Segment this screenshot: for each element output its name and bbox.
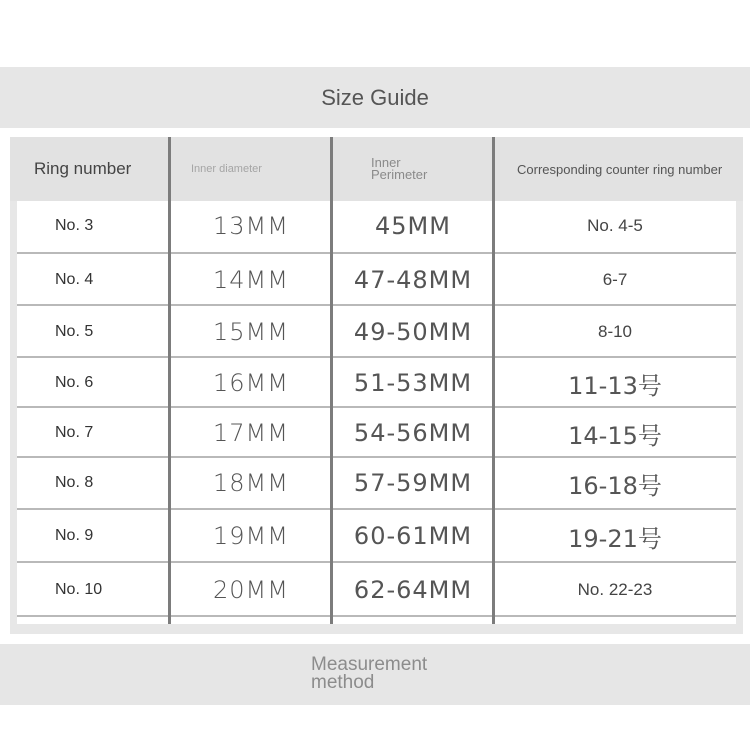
inner-diameter-cell: 13MM [213,212,289,240]
inner-diameter-cell: 15MM [213,317,289,346]
measurement-method-line1: Measurement [311,654,428,675]
inner-diameter-cell: 18MM [213,469,289,497]
header-counter-ring-number: Corresponding counter ring number [517,161,723,177]
measurement-method-label [311,656,451,692]
ring-number-cell: No. 8 [55,474,94,491]
measurement-method-line2: method [311,672,375,693]
inner-perimeter-cell: 54-56MM [353,419,473,447]
counter-ring-cell: No. 22-23 [577,579,653,599]
inner-diameter-cell: 14MM [213,266,289,294]
ring-number-cell: No. 5 [55,322,94,340]
size-table [10,137,743,634]
ring-number-cell: No. 10 [55,580,103,598]
ring-number-cell: No. 3 [55,217,94,234]
table-row [17,306,736,357]
table-row [17,510,736,562]
inner-perimeter-cell: 51-53MM [353,369,473,397]
header-inner-perimeter [371,137,427,201]
page-title: Size Guide [321,84,429,110]
inner-perimeter-cell: 60-61MM [353,522,473,550]
table-row [17,408,736,458]
counter-ring-cell: 8-10 [597,321,633,341]
table-row [17,254,736,306]
inner-perimeter-cell: 49-50MM [353,317,473,346]
inner-perimeter-cell: 57-59MM [353,469,473,497]
inner-perimeter-cell: 62-64MM [353,575,473,604]
inner-diameter-cell: 20MM [213,575,289,604]
counter-ring-cell: 16-18号 [568,471,662,500]
counter-ring-cell: 6-7 [602,270,628,289]
inner-perimeter-cell: 47-48MM [353,266,473,294]
table-row [17,458,736,508]
table-row [17,201,736,251]
counter-ring-cell: 19-21号 [568,524,662,553]
header-ring-number: Ring number [34,159,132,178]
measurement-method-banner [0,644,750,705]
inner-diameter-cell: 16MM [213,369,289,397]
header-inner-diameter: Inner diameter [191,163,262,175]
counter-ring-cell: 14-15号 [568,421,662,450]
header-inner-perimeter-line1: Inner [371,155,401,170]
row-divider [17,615,736,617]
ring-number-cell: No. 9 [55,527,94,544]
ring-number-cell: No. 4 [55,271,94,288]
column-divider [492,137,495,624]
table-row [17,358,736,408]
counter-ring-cell: 11-13号 [568,371,662,400]
ring-number-cell: No. 6 [55,374,94,391]
table-header [10,137,743,201]
table-row [17,563,736,616]
inner-diameter-cell: 17MM [213,419,289,447]
header-inner-perimeter-line2: Perimeter [371,167,428,182]
size-guide-banner [0,67,750,128]
counter-ring-cell: No. 4-5 [587,216,643,235]
inner-perimeter-cell: 45MM [375,212,451,240]
column-divider [168,137,171,624]
ring-number-cell: No. 7 [55,424,94,441]
column-divider [330,137,333,624]
inner-diameter-cell: 19MM [213,522,289,550]
table-body [17,201,736,624]
